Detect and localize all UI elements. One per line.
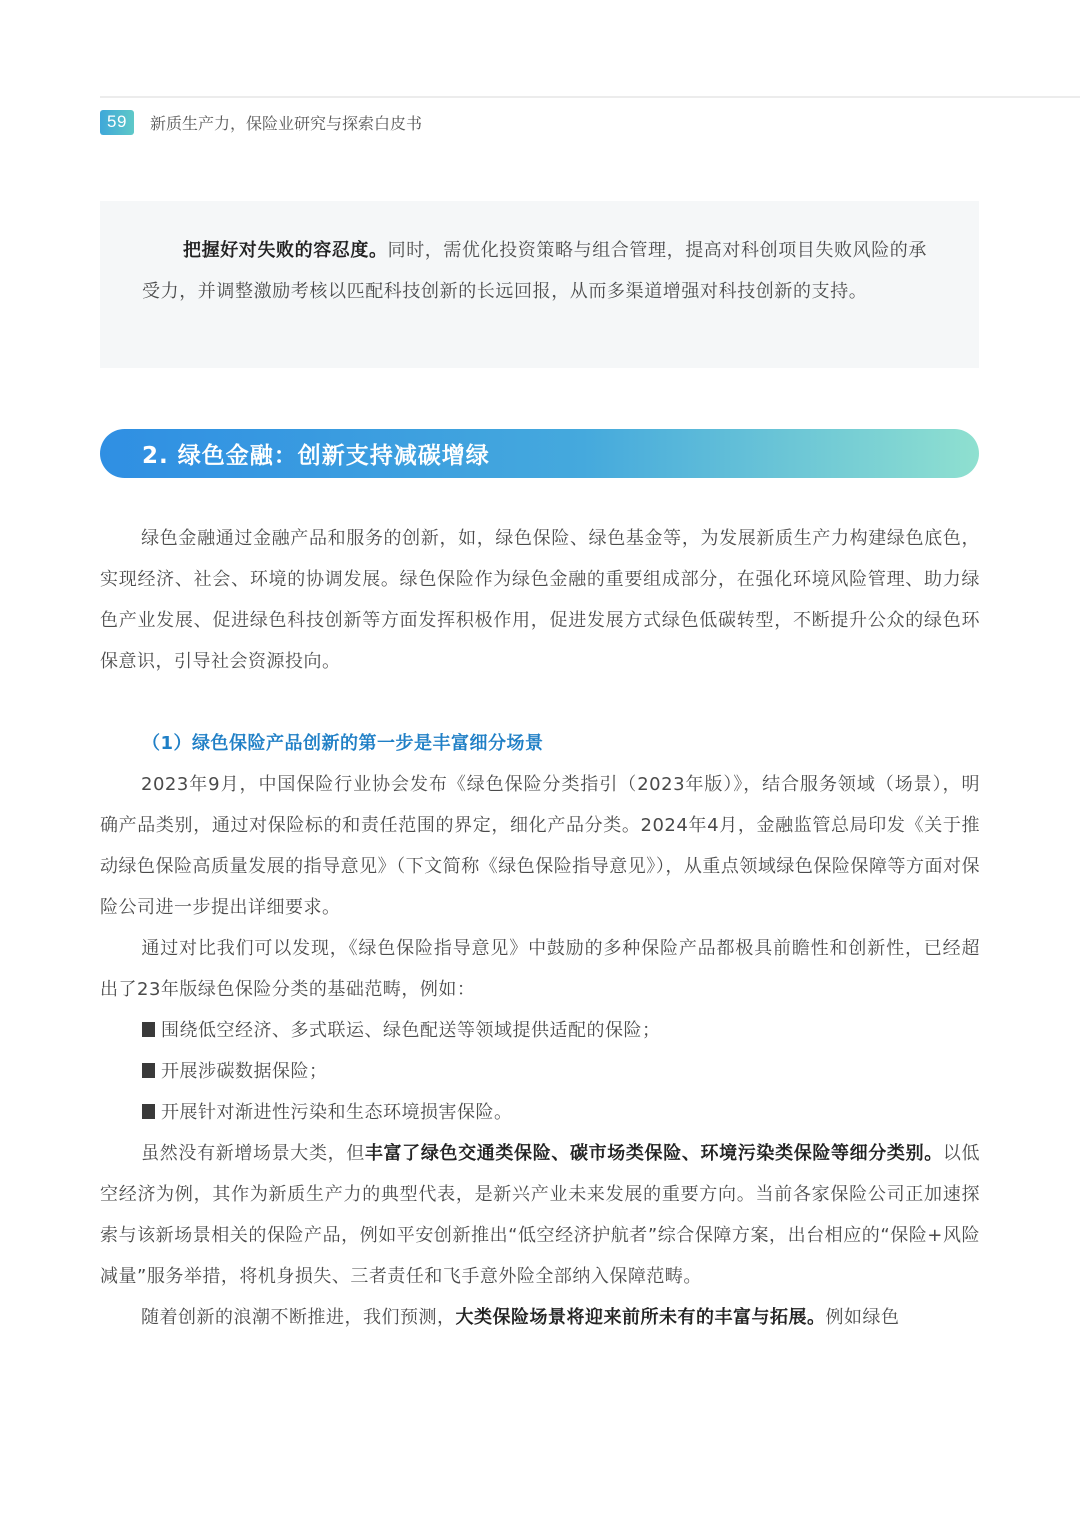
list-item-text: 开展涉碳数据保险；	[161, 1061, 328, 1082]
paragraph-4	[100, 1297, 980, 1338]
list-item	[100, 1010, 980, 1051]
square-bullet-icon	[142, 1104, 155, 1119]
intro-text: 绿色金融通过金融产品和服务的创新，如，绿色保险、绿色基金等，为发展新质生产力构建绿色底色，实现经济、社会、环境的协调发展。绿色保险作为绿色金融的重要组成部分，在强化环境风险管理、助力绿色产业发展、促进绿色科技创新等方面发挥积极作用，促进发展方式绿色低碳转型，不断提升公众的绿色环保意识，引导社会资源投向。	[100, 528, 980, 672]
body-text	[100, 518, 980, 1338]
paragraph-3	[100, 1133, 980, 1297]
paragraph-4-emphasis: 大类保险场景将迎来前所未有的丰富与拓展。	[455, 1307, 826, 1328]
paragraph-2-text: 通过对比我们可以发现，《绿色保险指导意见》中鼓励的多种保险产品都极具前瞻性和创新性，已经超出了23年版绿色保险分类的基础范畴，例如：	[100, 938, 980, 1000]
callout-text: 同时，需优化投资策略与组合管理，提高对科创项目失败风险的承受力，并调整激励考核以匹配科技创新的长远回报，从而多渠道增强对科技创新的支持。	[142, 240, 928, 302]
list-item	[100, 1092, 980, 1133]
section-heading-bar	[100, 429, 979, 478]
document-title: 新质生产力，保险业研究与探索白皮书	[150, 113, 423, 133]
paragraph-3-emphasis: 丰富了绿色交通类保险、碳市场类保险、环境污染类保险等细分类别。	[364, 1143, 943, 1164]
list-item	[100, 1051, 980, 1092]
square-bullet-icon	[142, 1063, 155, 1078]
square-bullet-icon	[142, 1022, 155, 1037]
paragraph-1-text: 2023年9月，中国保险行业协会发布《绿色保险分类指引（2023年版）》，结合服务领域（场景），明确产品类别，通过对保险标的和责任范围的界定，细化产品分类。2024年4月，金融监管总局印发《关于推动绿色保险高质量发展的指导意见》（下文简称《绿色保险指导意见》），从重点领域绿色保险保障等方面对保险公司进一步提出详细要求。	[100, 774, 980, 918]
paragraph-1	[100, 764, 980, 928]
paragraph-2	[100, 928, 980, 1010]
callout-lead: 把握好对失败的容忍度。	[183, 240, 388, 261]
paragraph-4-pre: 随着创新的浪潮不断推进，我们预测，	[141, 1307, 456, 1328]
intro-paragraph	[100, 518, 980, 682]
page-header	[100, 108, 422, 136]
callout-box	[100, 201, 979, 368]
paragraph-4-post: 例如绿色	[825, 1307, 900, 1328]
paragraph-3-pre: 虽然没有新增场景大类，但	[141, 1143, 365, 1164]
section-title: 2. 绿色金融：创新支持减碳增绿	[142, 443, 490, 469]
list-item-text: 围绕低空经济、多式联运、绿色配送等领域提供适配的保险；	[161, 1020, 661, 1041]
paragraph-3-post: 以低空经济为例，其作为新质生产力的典型代表，是新兴产业未来发展的重要方向。当前各家保险公司正加速探索与该新场景相关的保险产品，例如平安创新推出“低空经济护航者”综合保障方案，出台相应的“保险+风险减量”服务举措，将机身损失、三者责任和飞手意外险全部纳入保障范畴。	[100, 1143, 981, 1287]
callout-paragraph	[142, 230, 937, 312]
page-number-badge: 59	[100, 110, 134, 135]
list-item-text: 开展针对渐进性污染和生态环境损害保险。	[161, 1102, 513, 1123]
subsection-heading: （1）绿色保险产品创新的第一步是丰富细分场景	[142, 733, 544, 754]
header-rule	[100, 96, 1080, 98]
